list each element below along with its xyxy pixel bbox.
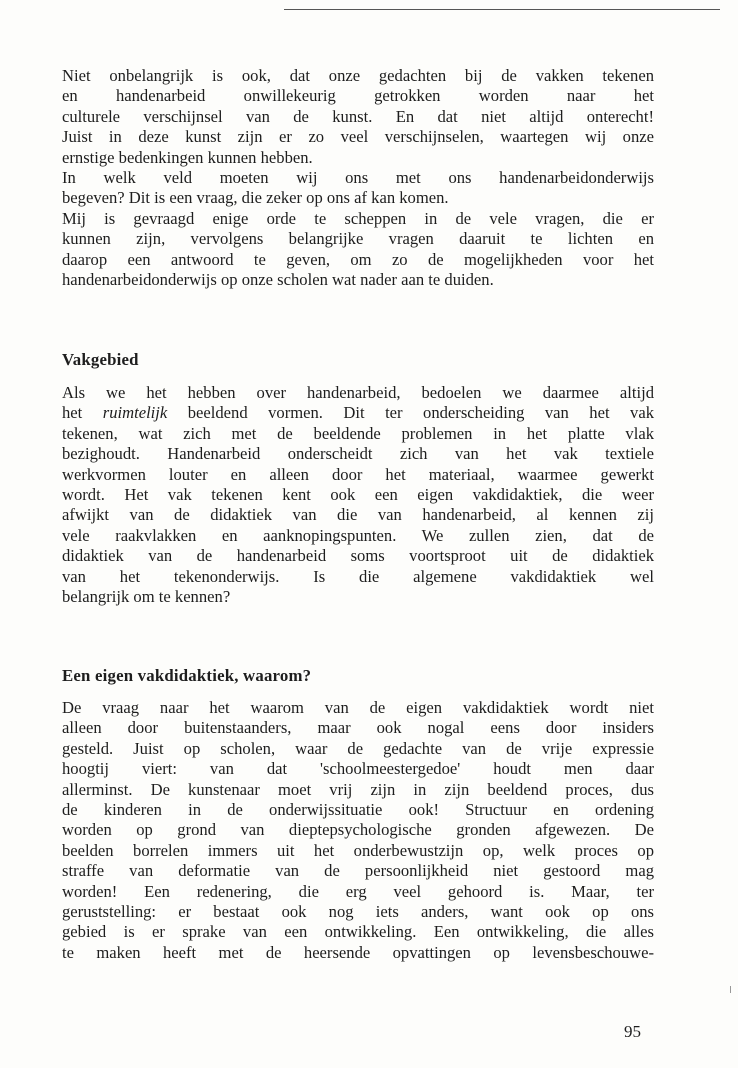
paragraph-1 [62,66,654,168]
text-line: kunnen zijn, vervolgens belangrijke vragen daaruit te lichten en [62,229,654,249]
text-line: worden op grond van dieptepsychologische gronden afgewezen. De [62,820,654,840]
text-line: gesteld. Juist op scholen, waar de gedachte van de vrije expressie [62,738,654,758]
text-line: handenarbeidonderwijs op onze scholen wat nader aan te duiden. [62,270,494,290]
text-line: van het tekenonderwijs. Is die algemene vakdidaktiek wel [62,566,654,586]
text-line: Niet onbelangrijk is ook, dat onze gedachten bij de vakken tekenen [62,66,654,85]
section-heading-vakdidaktiek: Een eigen vakdidaktiek, waarom? [62,666,312,685]
text-line: alleen door buitenstaanders, maar ook nogal eens door insiders [62,718,654,738]
text-fragment: het [62,403,103,423]
section-heading-vakgebied: Vakgebied [62,350,139,369]
text-line: Juist in deze kunst zijn er zo veel verschijnselen, waartegen wij onze [62,127,654,147]
text-line: didaktiek van de handenarbeid soms voortsproot uit de didaktiek [62,546,654,566]
text-line: ernstige bedenkingen kunnen hebben. [62,147,313,167]
text-line: worden! Een redenering, die erg veel gehoord is. Maar, ter [62,881,654,901]
text-line: geruststelling: er bestaat ook nog iets anders, want ook op ons [62,902,654,922]
text-line: werkvormen louter en alleen door het materiaal, waarmee gewerkt [62,464,654,484]
text-line: en handenarbeid onwillekeurig getrokken worden naar het [62,86,654,106]
text-line: beelden borrelen immers uit het onderbewustzijn op, welk proces op [62,840,654,860]
text-line: daarop een antwoord te geven, om zo de mogelijkheden voor het [62,249,654,269]
text-line: bezighoudt. Handenarbeid onderscheidt zich van het vak textiele [62,444,654,464]
italic-term: ruimtelijk [102,403,168,423]
section-1-body [62,383,654,607]
text-fragment: beeldend vormen. Dit ter onderscheiding van het vak [167,403,654,423]
text-line: De vraag naar het waarom van de eigen vakdidaktiek wordt niet [62,698,654,717]
text-line: hoogtij viert: van dat 'schoolmeestergedoe' houdt men daar [62,759,654,779]
text-line: wordt. Het vak tekenen kent ook een eigen vakdidaktiek, die weer [62,485,654,505]
paragraph-2 [62,168,654,209]
text-line: straffe van deformatie van de persoonlijkheid niet gestoord mag [62,861,654,881]
text-line: tekenen, wat zich met de beeldende problemen in het platte vlak [62,423,654,443]
section-2-body [62,698,654,963]
text-line: allerminst. De kunstenaar moet vrij zijn in zijn beeldend proces, dus [62,779,654,799]
text-line: de kinderen in de onderwijssituatie ook! Structuur en ordening [62,800,654,820]
text-line: In welk veld moeten wij ons met ons handenarbeidonderwijs [62,168,654,187]
page-number: 95 [624,1022,641,1041]
text-line: culturele verschijnsel van de kunst. En dat niet altijd onterecht! [62,106,654,126]
text-line: Mij is gevraagd enige orde te scheppen in de vele vragen, die er [62,209,654,228]
margin-mark [730,986,731,993]
text-line: gebied is er sprake van een ontwikkeling. Een ontwikkeling, die alles [62,922,654,942]
text-line: vele raakvlakken en aanknopingspunten. We zullen zien, dat de [62,525,654,545]
paragraph-3 [62,209,654,291]
text-line: te maken heeft met de heersende opvattingen op levensbeschouwe- [62,942,654,962]
text-line: belangrijk om te kennen? [62,587,231,607]
text-line: Als we het hebben over handenarbeid, bedoelen we daarmee altijd [62,383,654,402]
text-line-with-italic [62,403,654,423]
top-rule [284,9,720,10]
text-line: afwijkt van de didaktiek van die van handenarbeid, al kennen zij [62,505,654,525]
text-line: begeven? Dit is een vraag, die zeker op ons af kan komen. [62,188,449,208]
